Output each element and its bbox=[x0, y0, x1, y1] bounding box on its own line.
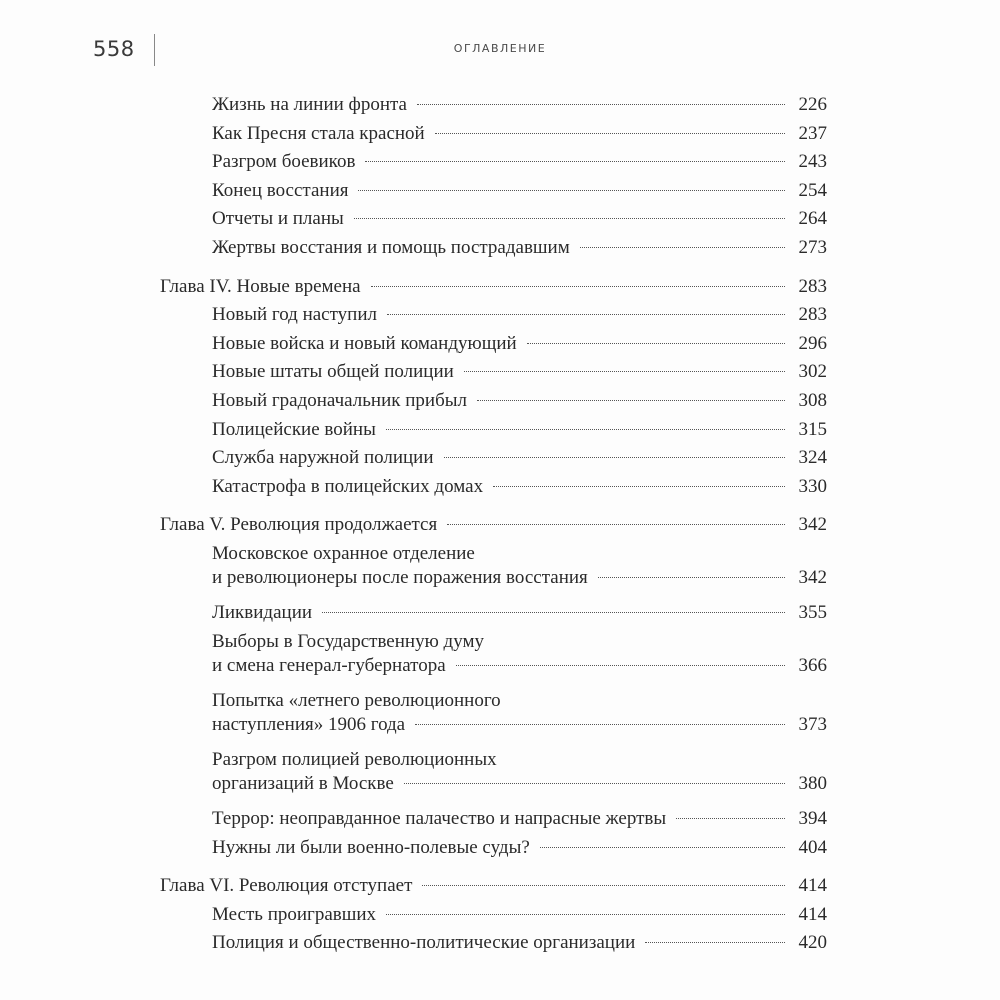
toc-title-line: Глава VI. Революция отступает bbox=[160, 875, 413, 897]
toc-section-entry bbox=[212, 93, 827, 117]
dot-leader bbox=[540, 847, 785, 848]
dot-leader bbox=[415, 724, 785, 725]
toc-entry-row bbox=[212, 122, 827, 146]
dot-leader bbox=[645, 942, 785, 943]
toc-title-line: Как Пресня стала красной bbox=[212, 122, 425, 144]
toc-section-entry bbox=[212, 748, 827, 796]
toc-page-number: 342 bbox=[798, 514, 827, 536]
toc-title-line: Катастрофа в полицейских домах bbox=[212, 475, 484, 497]
dot-leader bbox=[404, 783, 785, 784]
toc-entry-row bbox=[212, 207, 827, 231]
toc-title-line: Разгром боевиков bbox=[212, 151, 356, 173]
toc-title-line: организаций в Москве bbox=[212, 772, 394, 794]
toc-page-number: 330 bbox=[798, 475, 827, 497]
toc-title-line: Ликвидации bbox=[212, 602, 313, 624]
toc-title-line: Новые войска и новый командующий bbox=[212, 332, 517, 354]
toc-section-entry bbox=[212, 332, 827, 356]
toc-title-line: Служба наружной полиции bbox=[212, 447, 434, 469]
toc-title-line: наступления» 1906 года bbox=[212, 713, 406, 735]
toc-title-line: Новые штаты общей полиции bbox=[212, 361, 454, 383]
toc-page-number: 414 bbox=[798, 903, 827, 925]
toc-chapter-entry bbox=[160, 513, 827, 537]
dot-leader bbox=[365, 161, 785, 162]
dot-leader bbox=[456, 665, 785, 666]
dot-leader bbox=[371, 286, 785, 287]
toc-entry-row bbox=[212, 931, 827, 955]
toc-title-line: Новый год наступил bbox=[212, 304, 377, 326]
toc-entry-row bbox=[160, 513, 827, 537]
toc-section-entry bbox=[212, 360, 827, 384]
dot-leader bbox=[676, 818, 785, 819]
toc-title-line: Полицейские войны bbox=[212, 418, 376, 440]
dot-leader bbox=[386, 429, 785, 430]
toc-entry-row bbox=[212, 389, 827, 413]
toc-section-entry bbox=[212, 542, 827, 590]
dot-leader bbox=[444, 457, 785, 458]
toc-entry-row bbox=[160, 275, 827, 299]
toc-section-entry bbox=[212, 122, 827, 146]
dot-leader bbox=[435, 133, 785, 134]
toc-title-line: Жертвы восстания и помощь пострадавшим bbox=[212, 237, 570, 258]
toc-chapter-entry bbox=[160, 874, 827, 898]
dot-leader bbox=[464, 371, 785, 372]
toc-page-number: 355 bbox=[798, 602, 827, 624]
toc-entry-row bbox=[212, 446, 827, 470]
toc-title-line: Нужны ли были военно-полевые суды? bbox=[212, 836, 530, 858]
toc-title-line: Жизнь на линии фронта bbox=[212, 94, 407, 115]
toc-section-entry bbox=[212, 179, 827, 203]
toc-page-number: 373 bbox=[798, 713, 827, 735]
toc-page-number: 243 bbox=[798, 151, 827, 173]
toc-entry-row bbox=[212, 566, 827, 590]
toc-section-entry bbox=[212, 207, 827, 231]
dot-leader bbox=[527, 343, 785, 344]
toc-section-entry bbox=[212, 236, 827, 260]
toc-section-entry bbox=[212, 903, 827, 927]
toc-section-entry bbox=[212, 446, 827, 470]
toc-page-number: 366 bbox=[798, 654, 827, 676]
dot-leader bbox=[417, 104, 785, 105]
toc-section-entry bbox=[212, 836, 827, 860]
toc-page-number: 226 bbox=[798, 94, 827, 115]
running-head: ОГЛАВЛЕНИЕ bbox=[453, 42, 547, 55]
toc-entry-row bbox=[212, 601, 827, 625]
toc-entry-row bbox=[212, 360, 827, 384]
toc-entry-row bbox=[212, 475, 827, 499]
toc-section-entry bbox=[212, 303, 827, 327]
toc-page-number: 308 bbox=[798, 390, 827, 411]
dot-leader bbox=[477, 400, 785, 401]
toc-entry-row bbox=[212, 772, 827, 796]
toc-title-line: Глава V. Революция продолжается bbox=[160, 514, 438, 536]
dot-leader bbox=[447, 524, 785, 525]
toc-entry-row bbox=[212, 807, 827, 831]
toc-section-entry bbox=[212, 601, 827, 625]
toc-title-line: и смена генерал-губернатора bbox=[212, 654, 446, 676]
toc-section-entry bbox=[212, 807, 827, 831]
toc-title-line: Выборы в Государственную думу bbox=[212, 630, 484, 652]
toc-entry-row bbox=[212, 654, 827, 678]
toc-page-number: 404 bbox=[798, 836, 827, 858]
toc-entry-row bbox=[212, 903, 827, 927]
dot-leader bbox=[598, 577, 785, 578]
toc-entry-row bbox=[212, 150, 827, 174]
dot-leader bbox=[493, 486, 785, 487]
toc-section-entry bbox=[212, 689, 827, 737]
toc-section-entry bbox=[212, 150, 827, 174]
toc-title-line: Глава IV. Новые времена bbox=[160, 275, 361, 297]
dot-leader bbox=[322, 612, 785, 613]
toc-title-line: Месть проигравших bbox=[212, 903, 377, 925]
dot-leader bbox=[354, 218, 785, 219]
toc-section-entry bbox=[212, 630, 827, 678]
toc-title-line: Попытка «летнего революционного bbox=[212, 689, 501, 711]
toc-page-number: 273 bbox=[798, 237, 827, 258]
toc-page-number: 283 bbox=[798, 275, 827, 297]
toc-title-line: Конец восстания bbox=[212, 179, 349, 201]
dot-leader bbox=[387, 314, 785, 315]
toc-title-line: Московское охранное отделение bbox=[212, 543, 475, 564]
toc-page-number: 302 bbox=[798, 361, 827, 383]
toc-title-line: Полиция и общественно-политические организации bbox=[212, 932, 636, 954]
toc-page-number: 296 bbox=[798, 332, 827, 354]
toc-entry-row bbox=[212, 93, 827, 117]
dot-leader bbox=[386, 914, 785, 915]
toc-page-number: 342 bbox=[798, 567, 827, 588]
toc-page-number: 324 bbox=[798, 447, 827, 469]
toc-title-line: Отчеты и планы bbox=[212, 208, 344, 230]
toc-page-number: 414 bbox=[798, 875, 827, 897]
dot-leader bbox=[358, 190, 785, 191]
toc-entry-row bbox=[212, 713, 827, 737]
toc-entry-row bbox=[212, 179, 827, 203]
toc-page-number: 264 bbox=[798, 208, 827, 230]
toc-entry-row bbox=[212, 236, 827, 260]
toc-entry-row bbox=[160, 874, 827, 898]
dot-leader bbox=[422, 885, 785, 886]
toc-entry-row bbox=[212, 303, 827, 327]
toc-page-number: 283 bbox=[798, 304, 827, 326]
toc-section-entry bbox=[212, 418, 827, 442]
toc-section-entry bbox=[212, 475, 827, 499]
toc-page-number: 237 bbox=[798, 122, 827, 144]
toc-section-entry bbox=[212, 931, 827, 955]
toc-entry-row bbox=[212, 836, 827, 860]
page-number: 558 bbox=[93, 37, 135, 61]
toc-page-number: 380 bbox=[798, 772, 827, 794]
toc-section-entry bbox=[212, 389, 827, 413]
toc-title-line: Новый градоначальник прибыл bbox=[212, 390, 467, 411]
toc-page-number: 394 bbox=[798, 808, 827, 829]
toc-page-number: 315 bbox=[798, 418, 827, 440]
toc-chapter-entry bbox=[160, 275, 827, 299]
toc-page-number: 254 bbox=[798, 179, 827, 201]
toc-title-line: Разгром полицией революционных bbox=[212, 748, 497, 770]
toc-title-line: Террор: неоправданное палачество и напрасные жертвы bbox=[212, 808, 667, 829]
toc-entry-row bbox=[212, 332, 827, 356]
toc-page-number: 420 bbox=[798, 932, 827, 954]
toc-title-line: и революционеры после поражения восстания bbox=[212, 567, 588, 588]
dot-leader bbox=[580, 247, 785, 248]
toc-entry-row bbox=[212, 418, 827, 442]
